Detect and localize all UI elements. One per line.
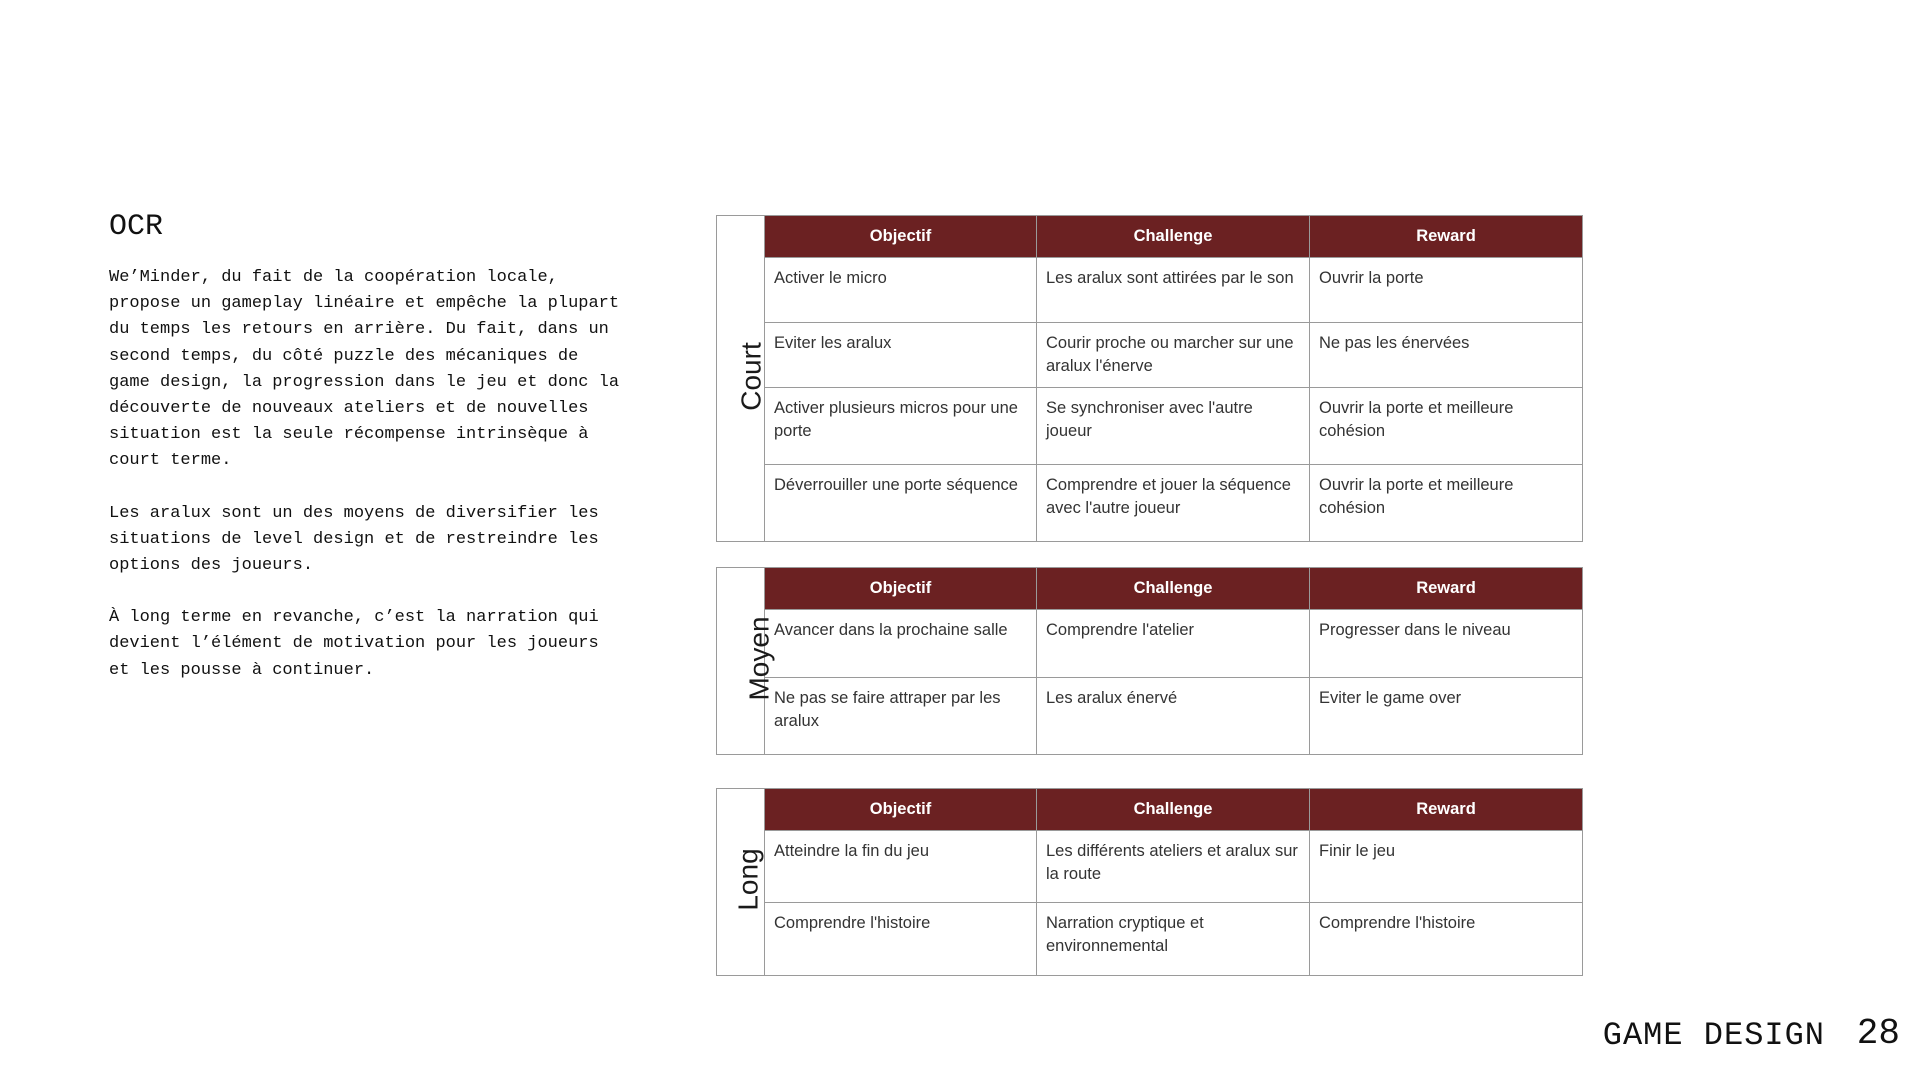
- cell-challenge: Narration cryptique et environnemental: [1037, 903, 1310, 976]
- table-row: [717, 610, 1583, 678]
- column-header-challenge: Challenge: [1037, 568, 1310, 610]
- cell-objectif: Comprendre l'histoire: [765, 903, 1037, 976]
- paragraph: À long terme en revanche, c’est la narration qui devient l’élément de motivation pour les joueurs et les pousse à continuer.: [109, 608, 599, 680]
- cell-challenge: Comprendre l'atelier: [1037, 610, 1310, 678]
- table-row: [717, 465, 1583, 542]
- column-header-reward: Reward: [1310, 789, 1583, 831]
- footer-section-label: GAME DESIGN: [1602, 1017, 1825, 1054]
- cell-challenge: Les différents ateliers et aralux sur la route: [1037, 831, 1310, 903]
- paragraph: Les aralux sont un des moyens de diversifier les situations de level design et de restreindre les options des joueurs.: [109, 503, 599, 576]
- cell-reward: Ouvrir la porte et meilleure cohésion: [1310, 388, 1583, 465]
- cell-objectif: Avancer dans la prochaine salle: [765, 610, 1037, 678]
- column-header-reward: Reward: [1310, 216, 1583, 258]
- cell-objectif: Activer plusieurs micros pour une porte: [765, 388, 1037, 465]
- cell-reward: Ouvrir la porte: [1310, 258, 1583, 323]
- timeframe-label: Court: [735, 341, 767, 411]
- ocr-table-court: [716, 215, 1583, 542]
- cell-reward: Progresser dans le niveau: [1310, 610, 1583, 678]
- column-header-challenge: Challenge: [1037, 216, 1310, 258]
- cell-objectif: Ne pas se faire attraper par les aralux: [765, 678, 1037, 755]
- cell-objectif: Activer le micro: [765, 258, 1037, 323]
- table-row: [717, 903, 1583, 976]
- column-header-objectif: Objectif: [765, 789, 1037, 831]
- cell-challenge: Se synchroniser avec l'autre joueur: [1037, 388, 1310, 465]
- timeframe-label-cell: [717, 568, 775, 755]
- section-title: OCR: [109, 210, 164, 244]
- cell-objectif: Eviter les aralux: [765, 323, 1037, 388]
- timeframe-label: Moyen: [743, 616, 775, 701]
- column-header-objectif: Objectif: [765, 568, 1037, 610]
- column-header-challenge: Challenge: [1037, 789, 1310, 831]
- ocr-table-long: [716, 788, 1583, 976]
- timeframe-label: Long: [732, 848, 764, 911]
- cell-challenge: Courir proche ou marcher sur une aralux l'énerve: [1037, 323, 1310, 388]
- table-row: [717, 678, 1583, 755]
- timeframe-label-cell: [717, 216, 765, 542]
- cell-reward: Comprendre l'histoire: [1310, 903, 1583, 976]
- cell-reward: Ouvrir la porte et meilleure cohésion: [1310, 465, 1583, 542]
- table-row: [717, 388, 1583, 465]
- cell-reward: Eviter le game over: [1310, 678, 1583, 755]
- cell-reward: Ne pas les énervées: [1310, 323, 1583, 388]
- page-number: 28: [1856, 1013, 1900, 1054]
- cell-objectif: Déverrouiller une porte séquence: [765, 465, 1037, 542]
- ocr-table-moyen: [716, 567, 1583, 755]
- paragraph: We’Minder, du fait de la coopération locale, propose un gameplay linéaire et empêche la plupart du temps les retours en arrière. Du fait, dans un second temps, du côté puzzle des mécaniques de game design, la progression dans le jeu et donc la découverte de nouveaux ateliers et de nouvelles situation est la seule récompense intrinsèque à court terme.: [109, 268, 620, 471]
- cell-challenge: Les aralux sont attirées par le son: [1037, 258, 1310, 323]
- cell-challenge: Comprendre et jouer la séquence avec l'autre joueur: [1037, 465, 1310, 542]
- cell-objectif: Atteindre la fin du jeu: [765, 831, 1037, 903]
- table-row: [717, 831, 1583, 903]
- section-body: [109, 265, 629, 710]
- table-row: [717, 323, 1583, 388]
- cell-reward: Finir le jeu: [1310, 831, 1583, 903]
- table-row: [717, 258, 1583, 323]
- column-header-reward: Reward: [1310, 568, 1583, 610]
- timeframe-label-cell: [717, 789, 765, 976]
- column-header-objectif: Objectif: [765, 216, 1037, 258]
- cell-challenge: Les aralux énervé: [1037, 678, 1310, 755]
